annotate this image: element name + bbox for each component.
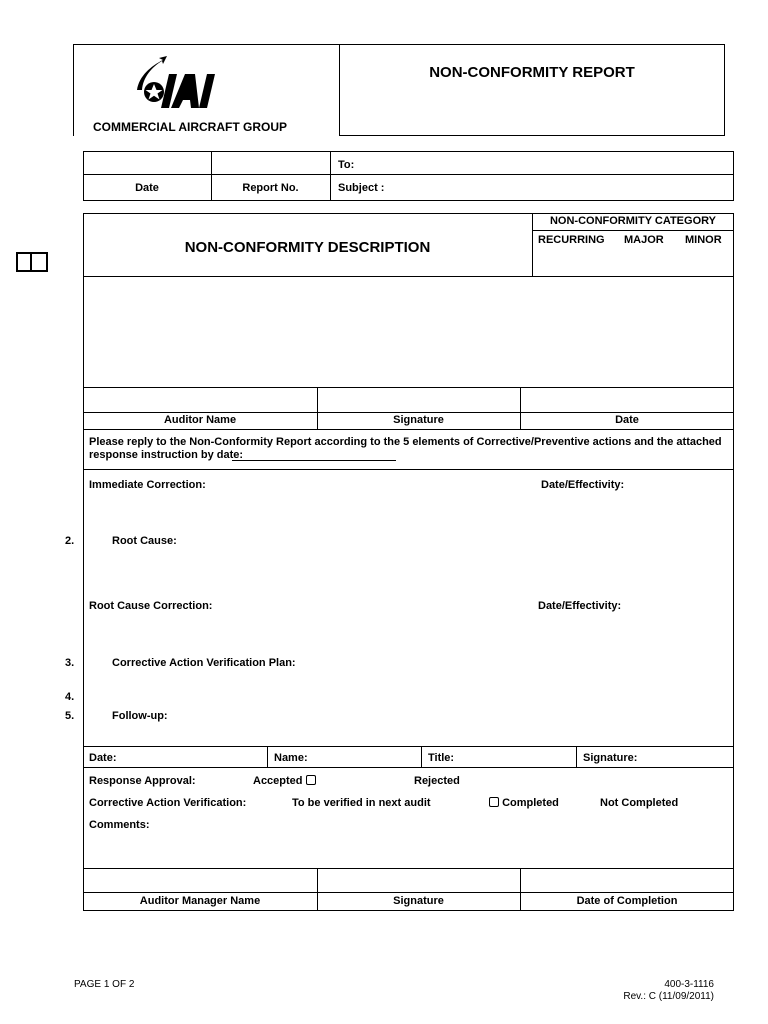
date-effectivity-2-label: Date/Effectivity: — [538, 600, 622, 612]
immediate-correction-label: Immediate Correction: — [89, 479, 206, 491]
header-title-box — [339, 44, 725, 136]
report-no-label: Report No. — [242, 182, 299, 194]
completed-option[interactable] — [489, 797, 559, 809]
category-minor: MINOR — [685, 234, 722, 246]
category-title: NON-CONFORMITY CATEGORY — [549, 215, 716, 227]
follow-up-label: Follow-up: — [112, 710, 168, 722]
manager-date-label: Date of Completion — [576, 895, 678, 907]
signoff-date-label: Date: — [89, 752, 117, 764]
description-title: NON-CONFORMITY DESCRIPTION — [184, 239, 431, 256]
signoff-name-label: Name: — [274, 752, 308, 764]
date-label: Date — [135, 182, 159, 194]
reply-instructions: Please reply to the Non-Conformity Report according to the 5 elements of Corrective/Preventive actions and the attached response instruction by date: — [89, 436, 722, 461]
verification-label: Corrective Action Verification: — [89, 797, 247, 809]
to-be-verified-option[interactable]: To be verified in next audit — [292, 797, 431, 809]
report-title: NON-CONFORMITY REPORT — [429, 64, 635, 81]
accepted-label: Accepted — [253, 775, 303, 787]
iai-logo — [133, 52, 233, 114]
category-major: MAJOR — [624, 234, 664, 246]
root-cause-correction-label: Root Cause Correction: — [89, 600, 213, 612]
verification-plan-label: Corrective Action Verification Plan: — [112, 657, 296, 669]
accepted-option[interactable] — [253, 775, 316, 787]
signoff-title-label: Title: — [428, 752, 455, 764]
date-effectivity-1-label: Date/Effectivity: — [541, 479, 625, 491]
revision: Rev.: C (11/09/2011) — [623, 991, 714, 1002]
item-number-5: 5. — [65, 710, 75, 722]
not-completed-option[interactable]: Not Completed — [600, 797, 679, 809]
subject-label: Subject : — [338, 182, 385, 194]
response-approval-label: Response Approval: — [89, 775, 196, 787]
to-label: To: — [338, 159, 355, 171]
category-recurring: RECURRING — [538, 234, 605, 246]
signoff-signature-label: Signature: — [583, 752, 638, 764]
item-number-4: 4. — [65, 691, 75, 703]
auditor-signature-label: Signature — [393, 414, 444, 426]
completed-label: Completed — [502, 797, 559, 809]
root-cause-label: Root Cause: — [112, 535, 177, 547]
rejected-option[interactable]: Rejected — [414, 775, 460, 787]
accepted-checkbox-icon[interactable] — [306, 775, 316, 785]
group-name: COMMERCIAL AIRCRAFT GROUP — [93, 120, 287, 134]
completed-checkbox-icon[interactable] — [489, 797, 499, 807]
manager-signature-label: Signature — [393, 895, 444, 907]
item-number-3: 3. — [65, 657, 75, 669]
margin-checkbox-icon — [16, 252, 48, 272]
iai-logo-icon — [133, 52, 233, 114]
comments-label: Comments: — [89, 819, 150, 831]
description-area[interactable] — [84, 277, 733, 386]
auditor-date-label: Date — [615, 414, 639, 426]
manager-name-label: Auditor Manager Name — [139, 895, 261, 907]
reply-date-line — [232, 460, 396, 461]
doc-number: 400-3-1116 — [664, 979, 714, 990]
auditor-name-label: Auditor Name — [163, 414, 237, 426]
page-number: PAGE 1 OF 2 — [74, 979, 135, 990]
item-number-2: 2. — [65, 535, 75, 547]
